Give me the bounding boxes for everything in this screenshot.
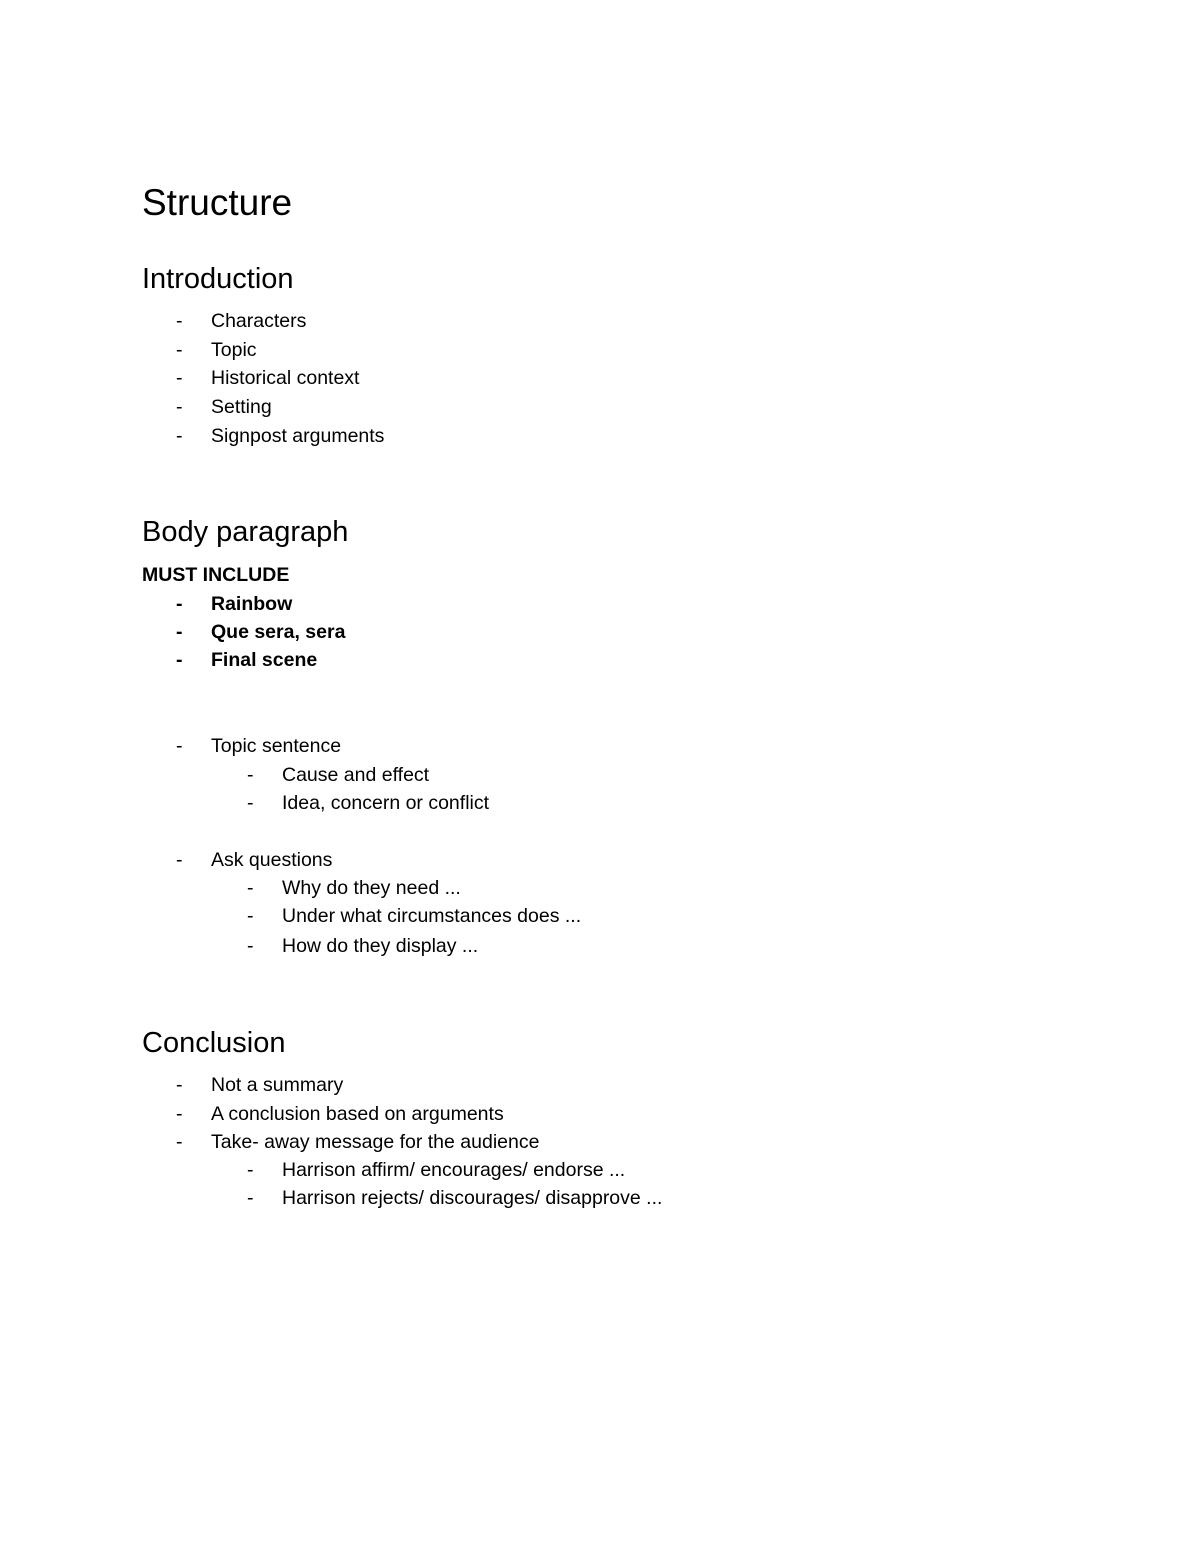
bullet-dash: - [247, 877, 254, 899]
list-item-text: Topic [211, 339, 257, 361]
sub-list-item-text: How do they display ... [282, 935, 479, 957]
list-item-text: A conclusion based on arguments [211, 1103, 504, 1125]
bullet-dash: - [247, 1159, 254, 1181]
list-item-text: Final scene [211, 649, 318, 671]
bullet-dash: - [176, 621, 183, 643]
body-paragraph-heading: Body paragraph [142, 516, 349, 548]
bullet-dash: - [176, 425, 183, 447]
sub-list-item-text: Harrison rejects/ discourages/ disapprove ... [282, 1187, 663, 1209]
list-item-text: Topic sentence [211, 735, 342, 757]
must-include-label: MUST INCLUDE [142, 564, 290, 586]
bullet-dash: - [247, 935, 254, 957]
bullet-dash: - [176, 310, 183, 332]
introduction-heading: Introduction [142, 263, 294, 295]
bullet-dash: - [176, 849, 183, 871]
list-item-text: Setting [211, 396, 272, 418]
bullet-dash: - [176, 593, 183, 615]
bullet-dash: - [247, 905, 254, 927]
list-item-text: Not a summary [211, 1074, 344, 1096]
bullet-dash: - [176, 649, 183, 671]
sub-list-item-text: Under what circumstances does ... [282, 905, 582, 927]
sub-list-item-text: Why do they need ... [282, 877, 461, 899]
bullet-dash: - [176, 396, 183, 418]
bullet-dash: - [176, 1103, 183, 1125]
list-item-text: Historical context [211, 367, 360, 389]
conclusion-heading: Conclusion [142, 1027, 286, 1059]
sub-list-item-text: Harrison affirm/ encourages/ endorse ... [282, 1159, 626, 1181]
list-item-text: Signpost arguments [211, 425, 385, 447]
bullet-dash: - [176, 1131, 183, 1153]
bullet-dash: - [247, 764, 254, 786]
list-item-text: Que sera, sera [211, 621, 346, 643]
sub-list-item-text: Idea, concern or conflict [282, 792, 490, 814]
bullet-dash: - [176, 367, 183, 389]
list-item-text: Characters [211, 310, 307, 332]
bullet-dash: - [247, 792, 254, 814]
bullet-dash: - [176, 1074, 183, 1096]
bullet-dash: - [176, 339, 183, 361]
page-title: Structure [142, 182, 293, 223]
list-item-text: Take- away message for the audience [211, 1131, 540, 1153]
bullet-dash: - [247, 1187, 254, 1209]
list-item-text: Ask questions [211, 849, 333, 871]
sub-list-item-text: Cause and effect [282, 764, 430, 786]
list-item-text: Rainbow [211, 593, 293, 615]
bullet-dash: - [176, 735, 183, 757]
